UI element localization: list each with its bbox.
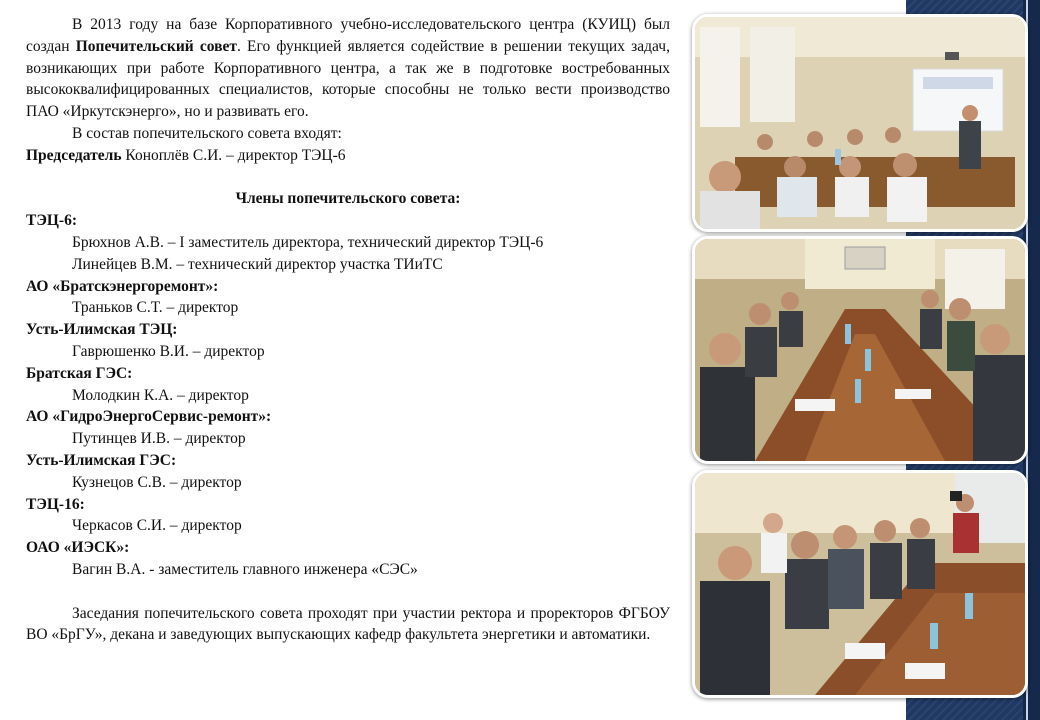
intro-bold-term: Попечительский совет bbox=[75, 37, 237, 55]
meeting-photo-2 bbox=[692, 236, 1028, 464]
org-name: Братская ГЭС: bbox=[26, 364, 133, 382]
document-body bbox=[26, 14, 670, 646]
chairman-text: Коноплёв С.И. – директор ТЭЦ-6 bbox=[121, 146, 346, 164]
member-line: Траньков С.Т. – директор bbox=[72, 299, 239, 317]
member-line: Линейцев В.М. – технический директор участка ТИиТС bbox=[72, 255, 443, 273]
closing-paragraph: Заседания попечительского совета проходят при участии ректора и проректоров ФГБОУ ВО «БрГУ», декана и заведующих выпускающих кафедр факультета энергетики и автоматики. bbox=[26, 604, 670, 644]
member-line: Путинцев И.В. – директор bbox=[72, 430, 246, 448]
meeting-photo-1 bbox=[692, 14, 1028, 232]
chairman-line bbox=[26, 145, 670, 167]
intro-text-1: В 2013 году на базе Корпоративного учебно-исследовательского центра (КУИЦ) был создан bbox=[26, 16, 670, 55]
member-line: Кузнецов С.В. – директор bbox=[72, 473, 242, 491]
member-line: Гаврюшенко В.И. – директор bbox=[72, 342, 265, 360]
intro-paragraph bbox=[26, 14, 670, 123]
member-line: Черкасов С.И. – директор bbox=[72, 517, 242, 535]
org-name: АО «ГидроЭнергоСервис-ремонт»: bbox=[26, 408, 272, 426]
member-line: Вагин В.А. - заместитель главного инженера «СЭС» bbox=[72, 560, 418, 578]
org-name: ТЭЦ-16: bbox=[26, 495, 85, 513]
members-heading: Члены попечительского совета: bbox=[235, 190, 461, 208]
composition-intro: В состав попечительского совета входят: bbox=[72, 124, 342, 142]
org-name: АО «Братскэнергоремонт»: bbox=[26, 277, 219, 295]
chairman-label: Председатель bbox=[26, 146, 122, 164]
member-line: Брюхнов А.В. – I заместитель директора, технический директор ТЭЦ-6 bbox=[72, 233, 544, 251]
meeting-photo-3 bbox=[692, 470, 1028, 698]
org-name: ОАО «ИЭСК»: bbox=[26, 539, 130, 557]
member-line: Молодкин К.А. – директор bbox=[72, 386, 249, 404]
org-name: Усть-Илимская ТЭЦ: bbox=[26, 321, 178, 339]
org-name: ТЭЦ-6: bbox=[26, 212, 77, 230]
org-name: Усть-Илимская ГЭС: bbox=[26, 451, 177, 469]
intro-text-2: . Его функцией является содействие в решении текущих задач, возникающих при работе Корпоративного центра, а так же в подготовке востребованных высококвалифицированных специалистов, которые способны не только вести производство ПАО «Иркутскэнерго», но и развивать его. bbox=[26, 37, 670, 121]
